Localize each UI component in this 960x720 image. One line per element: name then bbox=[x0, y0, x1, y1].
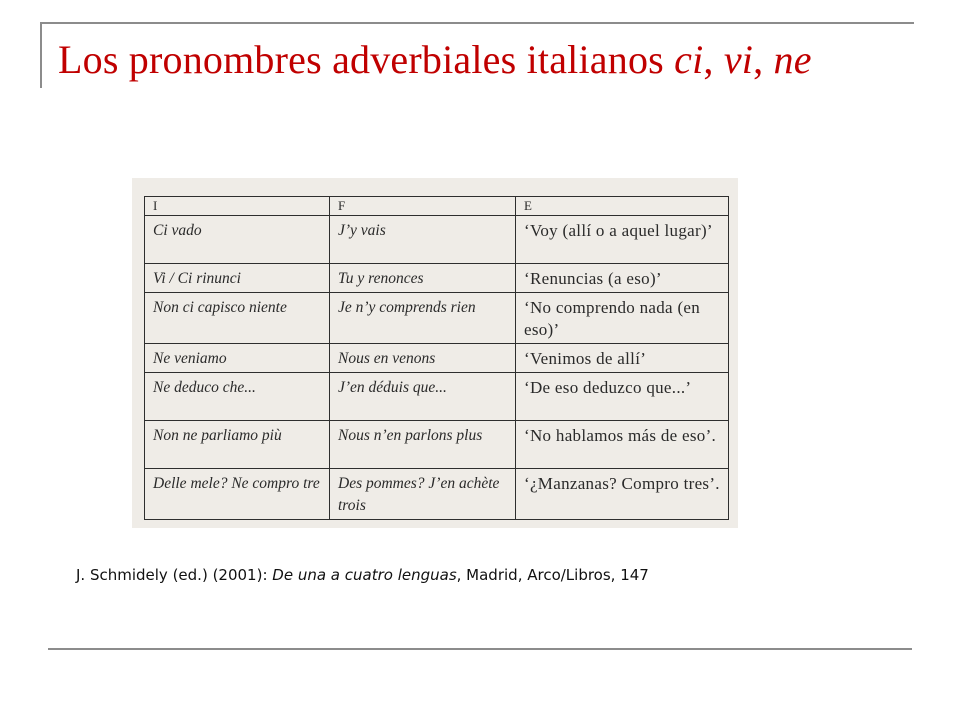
table-row bbox=[145, 216, 729, 264]
title-ne: ne bbox=[773, 37, 812, 82]
cell-spanish: ‘De eso deduzco que...’ bbox=[516, 373, 729, 421]
cell-italian: Ne deduco che... bbox=[145, 373, 330, 421]
top-rule bbox=[40, 22, 914, 24]
header-french: F bbox=[330, 197, 516, 216]
table-row bbox=[145, 421, 729, 469]
cell-italian: Ci vado bbox=[145, 216, 330, 264]
table-header-row bbox=[145, 197, 729, 216]
source-citation bbox=[76, 566, 649, 584]
cell-italian: Ne veniamo bbox=[145, 344, 330, 373]
cell-spanish: ‘No comprendo nada (en eso)’ bbox=[516, 293, 729, 344]
citation-publisher: , Madrid, Arco/Libros, 147 bbox=[456, 566, 649, 584]
cell-french: J’y vais bbox=[330, 216, 516, 264]
cell-french: Je n’y comprends rien bbox=[330, 293, 516, 344]
cell-italian: Non ne parliamo più bbox=[145, 421, 330, 469]
slide-title bbox=[58, 36, 812, 83]
table-row bbox=[145, 293, 729, 344]
left-rule bbox=[40, 22, 42, 88]
cell-italian: Delle mele? Ne compro tre bbox=[145, 469, 330, 520]
cell-french: J’en déduis que... bbox=[330, 373, 516, 421]
cell-spanish: ‘Renuncias (a eso)’ bbox=[516, 264, 729, 293]
scanned-table-image bbox=[132, 178, 738, 528]
cell-french: Tu y renonces bbox=[330, 264, 516, 293]
title-sep-2: , bbox=[753, 37, 774, 82]
title-main: Los pronombres adverbiales italianos bbox=[58, 37, 664, 82]
title-vi: vi bbox=[723, 37, 754, 82]
cell-french: Des pommes? J’en achète trois bbox=[330, 469, 516, 520]
cell-french: Nous en venons bbox=[330, 344, 516, 373]
cell-italian: Vi / Ci rinunci bbox=[145, 264, 330, 293]
citation-book-title: De una a cuatro lenguas bbox=[272, 566, 457, 584]
title-sep-1: , bbox=[703, 37, 724, 82]
title-ci: ci bbox=[674, 37, 704, 82]
cell-spanish: ‘Voy (allí o a aquel lugar)’ bbox=[516, 216, 729, 264]
bottom-rule bbox=[48, 648, 912, 650]
table-row bbox=[145, 264, 729, 293]
table-row bbox=[145, 469, 729, 520]
pronoun-table bbox=[144, 196, 729, 520]
cell-french: Nous n’en parlons plus bbox=[330, 421, 516, 469]
table-row bbox=[145, 344, 729, 373]
header-spanish: E bbox=[516, 197, 729, 216]
cell-spanish: ‘Venimos de allí’ bbox=[516, 344, 729, 373]
cell-spanish: ‘No hablamos más de eso’. bbox=[516, 421, 729, 469]
cell-spanish: ‘¿Manzanas? Compro tres’. bbox=[516, 469, 729, 520]
header-italian: I bbox=[145, 197, 330, 216]
table-row bbox=[145, 373, 729, 421]
cell-italian: Non ci capisco niente bbox=[145, 293, 330, 344]
citation-author: J. Schmidely (ed.) (2001): bbox=[76, 566, 273, 584]
